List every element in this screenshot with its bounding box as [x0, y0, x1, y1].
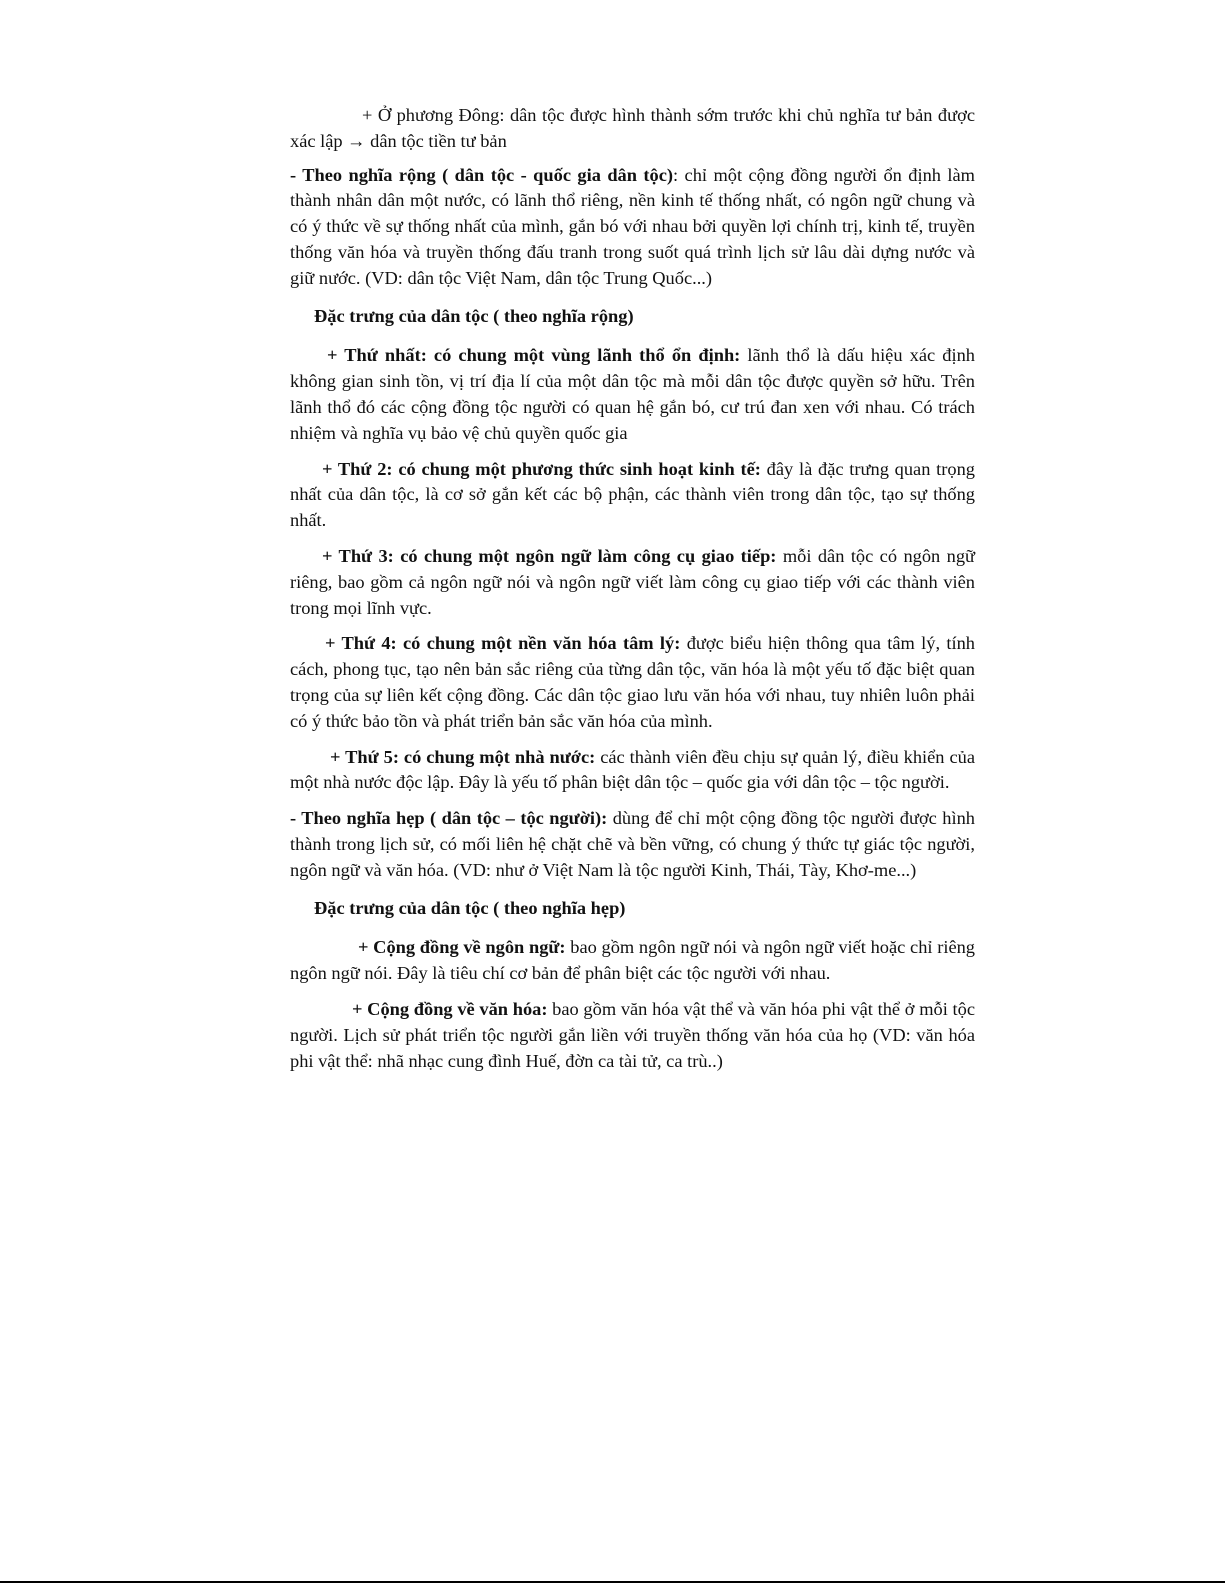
- term-feature-5: + Thứ 5: có chung một nhà nước:: [330, 746, 596, 767]
- document-body: [290, 103, 975, 1084]
- term-feature-1: + Thứ nhất: có chung một vùng lãnh thổ ổn định:: [327, 345, 741, 366]
- term-culture-community: + Cộng đồng về văn hóa:: [352, 998, 548, 1019]
- term-narrow-definition: - Theo nghĩa hẹp ( dân tộc – tộc người):: [290, 808, 608, 829]
- paragraph-east-nations: + Ở phương Đông: dân tộc được hình thành sớm trước khi chủ nghĩa tư bản được xác lập → dân tộc tiền tư bản: [290, 105, 975, 151]
- paragraph-culture-community: + Cộng đồng về văn hóa: bao gồm văn hóa vật thể và văn hóa phi vật thể ở mỗi tộc người. Lịch sử phát triển tộc người gắn liền với truyền thống văn hóa của họ (VD: văn hóa phi vật thể: nhã nhạc cung đình Huế, đờn ca tài tử, ca trù..): [290, 998, 975, 1071]
- paragraph-broad-definition: - Theo nghĩa rộng ( dân tộc - quốc gia dân tộc): chỉ một cộng đồng người ổn định làm thành nhân dân một nước, có lãnh thổ riêng, nền kinh tế thống nhất, có ngôn ngữ chung và có ý thức về sự thống nhất của mình, gắn bó với nhau bởi quyền lợi chính trị, kinh tế, truyền thống văn hóa và truyền thống đấu tranh trong suốt quá trình lịch sử lâu dài dựng nước và giữ nước. (VD: dân tộc Việt Nam, dân tộc Trung Quốc...): [290, 164, 975, 288]
- paragraph-feature-3: + Thứ 3: có chung một ngôn ngữ làm công cụ giao tiếp: mỗi dân tộc có ngôn ngữ riêng, bao gồm cả ngôn ngữ nói và ngôn ngữ viết làm công cụ giao tiếp với các thành viên trong mọi lĩnh vực.: [290, 545, 975, 618]
- heading-broad-features: Đặc trưng của dân tộc ( theo nghĩa rộng): [314, 305, 634, 326]
- paragraph-feature-2: + Thứ 2: có chung một phương thức sinh hoạt kinh tế: đây là đặc trưng quan trọng nhất của dân tộc, là cơ sở gắn kết các bộ phận, các thành viên trong dân tộc, tạo sự thống nhất.: [290, 458, 975, 531]
- paragraph-feature-1: + Thứ nhất: có chung một vùng lãnh thổ ổn định: lãnh thổ là dấu hiệu xác định không gian sinh tồn, vị trí địa lí của một dân tộc mà mỗi dân tộc được quyền sở hữu. Trên lãnh thổ đó các cộng đồng tộc người có quan hệ gắn bó, cư trú đan xen với nhau. Có trách nhiệm và nghĩa vụ bảo vệ chủ quyền quốc gia: [290, 345, 975, 443]
- heading-narrow-features: Đặc trưng của dân tộc ( theo nghĩa hẹp): [314, 897, 626, 918]
- term-feature-3: + Thứ 3: có chung một ngôn ngữ làm công cụ giao tiếp:: [322, 545, 777, 566]
- page-bottom-edge: [0, 1581, 1225, 1583]
- term-feature-4: + Thứ 4: có chung một nền văn hóa tâm lý:: [325, 633, 681, 654]
- paragraph-narrow-definition: - Theo nghĩa hẹp ( dân tộc – tộc người): dùng để chỉ một cộng đồng tộc người được hình thành trong lịch sử, có mối liên hệ chặt chẽ và bền vững, có chung ý thức tự giác tộc người, ngôn ngữ và văn hóa. (VD: như ở Việt Nam là tộc người Kinh, Thái, Tày, Khơ-me...): [290, 808, 975, 880]
- term-feature-2: + Thứ 2: có chung một phương thức sinh hoạt kinh tế:: [322, 458, 761, 479]
- paragraph-feature-5: + Thứ 5: có chung một nhà nước: các thành viên đều chịu sự quản lý, điều khiển của một nhà nước độc lập. Đây là yếu tố phân biệt dân tộc – quốc gia với dân tộc – tộc người.: [290, 746, 976, 793]
- paragraph-feature-4: + Thứ 4: có chung một nền văn hóa tâm lý: được biểu hiện thông qua tâm lý, tính cách, phong tục, tạo nên bản sắc riêng của từng dân tộc, văn hóa là một yếu tố đặc biệt quan trọng của sự liên kết cộng đồng. Các dân tộc giao lưu văn hóa với nhau, tuy nhiên luôn phải có ý thức bảo tồn và phát triển bản sắc văn hóa của mình.: [290, 633, 975, 731]
- term-language-community: + Cộng đồng về ngôn ngữ:: [358, 937, 566, 958]
- paragraph-language-community: + Cộng đồng về ngôn ngữ: bao gồm ngôn ngữ nói và ngôn ngữ viết hoặc chỉ riêng ngôn ngữ nói. Đây là tiêu chí cơ bản để phân biệt các tộc người với nhau.: [290, 937, 975, 984]
- term-broad-definition: - Theo nghĩa rộng ( dân tộc - quốc gia dân tộc): [290, 164, 674, 185]
